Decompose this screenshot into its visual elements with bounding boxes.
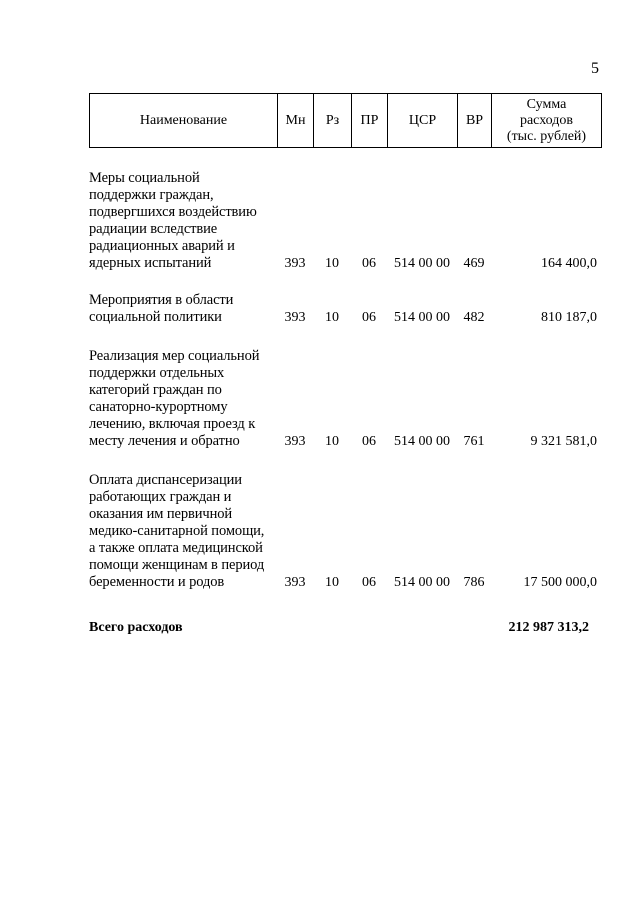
row-pr: 06 [362,434,376,449]
total-value: 212 987 313,2 [508,620,589,635]
page-number: 5 [591,60,599,77]
column-header-pr: ПР [352,94,388,148]
row-name-line: поддержки граждан, [89,187,214,203]
row-name [89,292,277,326]
row-pr: 06 [362,256,376,271]
row-name-line: радиационных аварий и [89,238,235,254]
row-vr: 761 [463,434,485,449]
row-name-line: ядерных испытаний [89,255,212,271]
row-sum: 164 400,0 [541,256,597,271]
row-name-line: лечению, включая проезд к [89,416,256,432]
row-name-line: а также оплата медицинской [89,540,263,556]
row-csr: 514 00 00 [394,434,450,449]
row-name-line: Оплата диспансеризации [89,472,242,488]
row-name-line: санаторно-курортному [89,399,228,415]
row-vr: 482 [463,310,485,325]
table-row [89,292,601,326]
column-header-name: Наименование [90,94,278,148]
row-name-line: подвергшихся воздействию [89,204,257,220]
row-sum: 810 187,0 [541,310,597,325]
row-name-line: медико-санитарной помощи, [89,523,265,539]
row-name-line: поддержки отдельных [89,365,225,381]
row-name-line: социальной политики [89,309,222,325]
row-sum: 17 500 000,0 [523,575,597,590]
row-name-line: беременности и родов [89,574,225,590]
column-header-sum-line: (тыс. рублей) [506,128,587,144]
row-rz: 10 [325,434,339,449]
column-header-csr: ЦСР [388,94,458,148]
row-name-line: месту лечения и обратно [89,433,240,449]
row-name-line: Реализация мер социальной [89,348,260,364]
column-header-sum-line: Сумма [526,96,567,112]
table-row [89,472,601,591]
row-name [89,170,277,272]
row-csr: 514 00 00 [394,575,450,590]
row-name-line: Мероприятия в области [89,292,234,308]
column-header-mn: Мн [278,94,314,148]
row-csr: 514 00 00 [394,310,450,325]
row-mn: 393 [284,434,306,449]
row-rz: 10 [325,575,339,590]
table-header [89,93,602,148]
row-name-line: работающих граждан и [89,489,232,505]
row-mn: 393 [284,310,306,325]
row-sum: 9 321 581,0 [530,434,597,449]
row-name-line: Меры социальной [89,170,200,186]
row-name [89,472,277,591]
column-header-sum [492,94,602,148]
row-name-line: категорий граждан по [89,382,222,398]
total-row [89,620,601,636]
row-pr: 06 [362,310,376,325]
row-name-line: оказания им первичной [89,506,233,522]
row-name [89,348,277,450]
column-header-rz: Рз [314,94,352,148]
table-row [89,348,601,450]
row-pr: 06 [362,575,376,590]
column-header-vr: ВР [458,94,492,148]
row-vr: 469 [463,256,485,271]
table-row [89,170,601,272]
row-csr: 514 00 00 [394,256,450,271]
row-rz: 10 [325,310,339,325]
row-vr: 786 [463,575,485,590]
row-name-line: радиации вследствие [89,221,218,237]
row-mn: 393 [284,256,306,271]
column-header-sum-line: расходов [519,112,574,128]
row-mn: 393 [284,575,306,590]
row-name-line: помощи женщинам в период [89,557,265,573]
row-rz: 10 [325,256,339,271]
total-label: Всего расходов [89,620,183,635]
table-body [89,170,601,611]
